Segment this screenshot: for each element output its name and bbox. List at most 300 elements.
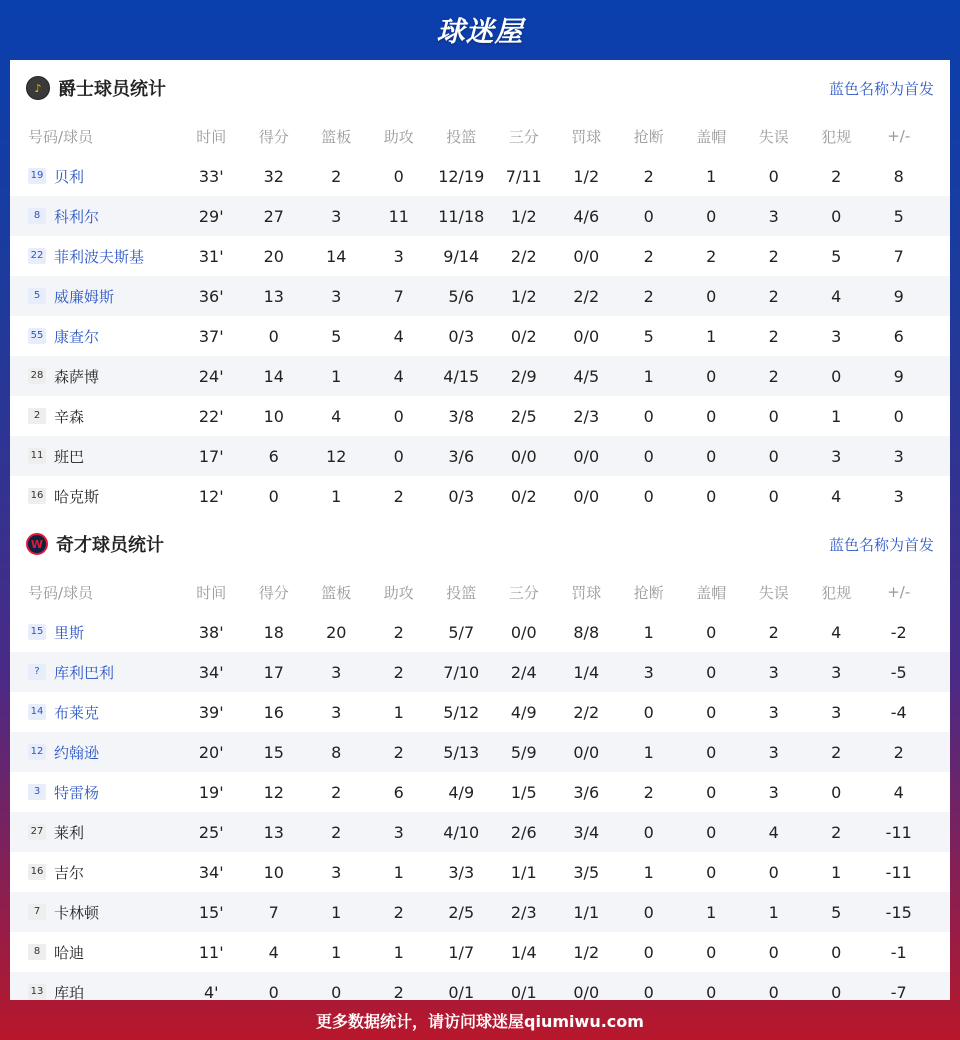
- player-row: [10, 692, 950, 732]
- stat-cell: 1: [393, 942, 404, 962]
- site-header: [0, 0, 960, 60]
- player-name-cell: [10, 782, 180, 803]
- stat-cell: 1: [393, 862, 404, 882]
- stat-cell: 2/5: [448, 902, 475, 922]
- stat-cell: 0: [706, 446, 717, 466]
- stat-cell: 1/2: [510, 286, 537, 306]
- player-name-cell: [10, 486, 180, 507]
- table-header-row: [10, 572, 950, 612]
- player-name[interactable]: 莱利: [54, 823, 85, 842]
- stat-cell: 3/6: [573, 782, 600, 802]
- stat-cell: 3: [768, 206, 779, 226]
- stat-cell: 0: [706, 782, 717, 802]
- stat-cell: 5: [831, 246, 842, 266]
- player-name[interactable]: 科利尔: [54, 207, 100, 226]
- player-row: [10, 732, 950, 772]
- stat-cell: 2: [893, 742, 904, 762]
- column-header: 篮板: [321, 127, 352, 146]
- stat-cell: 29': [198, 206, 224, 226]
- stat-cell: 3: [331, 206, 342, 226]
- stat-cell: 0/0: [573, 326, 600, 346]
- stat-cell: 3: [893, 446, 904, 466]
- player-name[interactable]: 威廉姆斯: [54, 287, 115, 306]
- stat-cell: 0: [831, 982, 842, 1000]
- jersey-number-badge: 13: [28, 984, 46, 1000]
- stat-cell: 1: [831, 862, 842, 882]
- player-row: [10, 612, 950, 652]
- player-row: [10, 436, 950, 476]
- stat-cell: 0/0: [510, 446, 537, 466]
- column-header: 失误: [758, 127, 789, 146]
- stat-cell: 34': [198, 862, 224, 882]
- stat-cell: 3: [768, 742, 779, 762]
- stat-cell: 38': [198, 622, 224, 642]
- stat-cell: 3/3: [448, 862, 475, 882]
- column-header: 得分: [258, 583, 289, 602]
- player-name-cell: [10, 862, 180, 883]
- stat-cell: 19': [198, 782, 224, 802]
- stat-cell: 0: [706, 286, 717, 306]
- stat-cell: 0/2: [510, 486, 537, 506]
- stat-cell: 8: [893, 166, 904, 186]
- stat-cell: 0: [268, 486, 279, 506]
- stat-cell: 0: [393, 166, 404, 186]
- stat-cell: 17': [198, 446, 224, 466]
- stat-cell: 4: [331, 406, 342, 426]
- stat-cell: 2: [768, 326, 779, 346]
- stat-cell: 3/6: [448, 446, 475, 466]
- player-row: [10, 156, 950, 196]
- column-header: 三分: [508, 583, 539, 602]
- stat-cell: 2: [768, 622, 779, 642]
- stat-cell: 0: [268, 982, 279, 1000]
- stat-cell: 14: [263, 366, 284, 386]
- player-name-cell: [10, 166, 180, 187]
- stat-cell: 4/9: [448, 782, 475, 802]
- player-name-cell: [10, 446, 180, 467]
- stat-cell: 1: [331, 486, 342, 506]
- stat-cell: 1: [331, 902, 342, 922]
- stat-cell: 22': [198, 406, 224, 426]
- stat-cell: 0: [706, 862, 717, 882]
- stat-cell: 1: [331, 942, 342, 962]
- column-header: 抢断: [633, 583, 664, 602]
- stat-cell: 0/0: [510, 622, 537, 642]
- stat-cell: 0: [643, 982, 654, 1000]
- player-row: [10, 236, 950, 276]
- stat-cell: 0/3: [448, 326, 475, 346]
- player-row: [10, 972, 950, 1000]
- stat-cell: 1: [643, 366, 654, 386]
- stat-cell: 2: [393, 742, 404, 762]
- player-name-cell: [10, 326, 180, 347]
- stat-cell: 31': [198, 246, 224, 266]
- column-header: 时间: [196, 127, 227, 146]
- player-name[interactable]: 里斯: [54, 623, 85, 642]
- stat-cell: 0: [768, 446, 779, 466]
- stat-cell: 3: [643, 662, 654, 682]
- player-name[interactable]: 贝利: [54, 167, 85, 186]
- stat-cell: 37': [198, 326, 224, 346]
- stat-cell: 4: [831, 622, 842, 642]
- player-row: [10, 652, 950, 692]
- player-name[interactable]: 森萨博: [54, 367, 100, 386]
- stat-cell: 3: [768, 662, 779, 682]
- stat-cell: -11: [885, 822, 912, 842]
- table-header-row: [10, 116, 950, 156]
- stat-cell: 2: [643, 286, 654, 306]
- stat-cell: 2/9: [510, 366, 537, 386]
- stat-cell: 1: [768, 902, 779, 922]
- column-header: 犯规: [821, 127, 852, 146]
- player-row: [10, 772, 950, 812]
- stat-cell: 2: [768, 286, 779, 306]
- stat-cell: 3: [331, 662, 342, 682]
- stat-cell: 7: [393, 286, 404, 306]
- player-name-cell: [10, 366, 180, 387]
- stat-cell: 2/5: [510, 406, 537, 426]
- jersey-number-badge: ?: [28, 664, 46, 680]
- stat-cell: 4/10: [443, 822, 480, 842]
- jersey-number-badge: 16: [28, 488, 46, 504]
- stat-cell: 1: [706, 326, 717, 346]
- stat-cell: 9: [893, 366, 904, 386]
- stat-cell: 12: [263, 782, 284, 802]
- jersey-number-badge: 11: [28, 448, 46, 464]
- stat-cell: 1/2: [573, 942, 600, 962]
- stat-cell: 5/6: [448, 286, 475, 306]
- stat-cell: 1/1: [573, 902, 600, 922]
- stat-cell: -11: [885, 862, 912, 882]
- player-name[interactable]: 班巴: [54, 447, 85, 466]
- stat-cell: 0: [706, 982, 717, 1000]
- player-name-cell: [10, 406, 180, 427]
- stat-cell: 18: [263, 622, 284, 642]
- stat-cell: 6: [393, 782, 404, 802]
- stat-cell: 10: [263, 406, 284, 426]
- stat-cell: 2: [393, 486, 404, 506]
- stat-cell: 0: [768, 862, 779, 882]
- stat-cell: 0: [768, 166, 779, 186]
- jersey-number-badge: 8: [28, 944, 46, 960]
- stat-cell: -4: [890, 702, 907, 722]
- stat-cell: 2: [393, 982, 404, 1000]
- player-name-cell: [10, 246, 180, 267]
- stat-cell: 25': [198, 822, 224, 842]
- stat-cell: 7/10: [443, 662, 480, 682]
- stat-cell: 24': [198, 366, 224, 386]
- stat-cell: 11: [388, 206, 409, 226]
- stat-cell: 36': [198, 286, 224, 306]
- stat-cell: 0: [706, 942, 717, 962]
- stat-cell: 0: [643, 486, 654, 506]
- stat-cell: 0/0: [573, 982, 600, 1000]
- stat-cell: 33': [198, 166, 224, 186]
- stat-cell: 0: [331, 982, 342, 1000]
- stat-cell: 4: [893, 782, 904, 802]
- column-header: 犯规: [821, 583, 852, 602]
- stat-cell: 0/3: [448, 486, 475, 506]
- stat-cell: 1: [393, 702, 404, 722]
- stat-cell: 8/8: [573, 622, 600, 642]
- stat-cell: 2/6: [510, 822, 537, 842]
- stat-cell: 1: [643, 622, 654, 642]
- site-logo[interactable]: 球迷屋: [436, 15, 524, 48]
- player-name[interactable]: 约翰逊: [54, 743, 100, 762]
- jersey-number-badge: 22: [28, 248, 46, 264]
- stat-cell: 4: [831, 486, 842, 506]
- player-row: [10, 476, 950, 516]
- stat-cell: 0: [706, 662, 717, 682]
- stat-cell: 12': [198, 486, 224, 506]
- player-row: [10, 892, 950, 932]
- jersey-number-badge: 3: [28, 784, 46, 800]
- player-name-cell: [10, 822, 180, 843]
- stat-cell: 3/4: [573, 822, 600, 842]
- player-name-cell: [10, 702, 180, 723]
- stat-cell: 0: [831, 206, 842, 226]
- player-name[interactable]: 吉尔: [54, 863, 85, 882]
- player-name-cell: [10, 622, 180, 643]
- column-header: 助攻: [383, 127, 414, 146]
- column-header: 三分: [508, 127, 539, 146]
- stat-cell: 5/13: [443, 742, 480, 762]
- jersey-number-badge: 5: [28, 288, 46, 304]
- column-header: 罚球: [571, 127, 602, 146]
- stat-cell: 0: [643, 406, 654, 426]
- jersey-number-badge: 15: [28, 624, 46, 640]
- stat-cell: 0: [706, 486, 717, 506]
- player-name-cell: [10, 982, 180, 1001]
- stat-cell: 3: [831, 326, 842, 346]
- player-row: [10, 196, 950, 236]
- stat-cell: 7: [893, 246, 904, 266]
- player-name[interactable]: 库珀: [54, 983, 85, 1000]
- player-name[interactable]: 特雷杨: [54, 783, 100, 802]
- stat-cell: 2: [393, 662, 404, 682]
- player-name[interactable]: 哈迪: [54, 943, 85, 962]
- stat-cell: 3: [831, 446, 842, 466]
- stat-cell: 2: [768, 366, 779, 386]
- stat-cell: 6: [268, 446, 279, 466]
- jersey-number-badge: 19: [28, 168, 46, 184]
- column-header: 号码/球员: [28, 583, 94, 602]
- starter-legend-note: 蓝色名称为首发: [828, 535, 934, 554]
- stat-cell: 17: [263, 662, 284, 682]
- stat-cell: 0: [831, 366, 842, 386]
- stat-cell: 20: [326, 622, 347, 642]
- player-name[interactable]: 辛森: [54, 407, 85, 426]
- stat-cell: 6: [893, 326, 904, 346]
- stat-cell: 3: [331, 862, 342, 882]
- player-name[interactable]: 康查尔: [54, 327, 100, 346]
- jersey-number-badge: 55: [28, 328, 46, 344]
- stat-cell: 4: [268, 942, 279, 962]
- column-header: 失误: [758, 583, 789, 602]
- stat-cell: 0: [768, 406, 779, 426]
- stat-cell: 0/0: [573, 446, 600, 466]
- stat-cell: 0: [393, 406, 404, 426]
- stat-cell: 1: [706, 166, 717, 186]
- stat-cell: 13: [263, 822, 284, 842]
- stat-cell: 0: [643, 206, 654, 226]
- stat-cell: 2/3: [510, 902, 537, 922]
- stat-cell: 0: [768, 982, 779, 1000]
- stat-cell: 2/2: [510, 246, 537, 266]
- stat-cell: 4: [393, 366, 404, 386]
- stat-cell: 0: [893, 406, 904, 426]
- stat-cell: 3: [831, 702, 842, 722]
- player-name[interactable]: 哈克斯: [54, 487, 100, 506]
- stat-cell: 0: [768, 942, 779, 962]
- column-header: 投篮: [446, 127, 477, 146]
- stat-cell: 3: [331, 702, 342, 722]
- stat-cell: 3: [393, 822, 404, 842]
- stat-cell: 1/4: [510, 942, 537, 962]
- jersey-number-badge: 14: [28, 704, 46, 720]
- team-stats-title: 奇才球员统计: [56, 535, 164, 556]
- section-title-bar: [10, 516, 950, 572]
- team-stats-title: 爵士球员统计: [58, 79, 166, 100]
- stat-cell: 12/19: [438, 166, 485, 186]
- team-section: [10, 516, 950, 1000]
- stat-cell: 0: [643, 702, 654, 722]
- stat-cell: 2/3: [573, 406, 600, 426]
- stat-cell: 1/2: [510, 206, 537, 226]
- stat-cell: 3/8: [448, 406, 475, 426]
- column-header: 时间: [196, 583, 227, 602]
- stat-cell: 7/11: [505, 166, 542, 186]
- stat-cell: 0: [768, 486, 779, 506]
- column-header: 助攻: [383, 583, 414, 602]
- column-header: 盖帽: [696, 127, 727, 146]
- stat-cell: 0/1: [510, 982, 537, 1000]
- starter-legend-note: 蓝色名称为首发: [828, 79, 934, 98]
- player-name-cell: [10, 206, 180, 227]
- stat-cell: 2: [831, 742, 842, 762]
- stat-cell: 5: [893, 206, 904, 226]
- stat-cell: 4': [203, 982, 219, 1000]
- stat-cell: 0: [643, 822, 654, 842]
- player-name-cell: [10, 286, 180, 307]
- player-row: [10, 852, 950, 892]
- stat-cell: 0/2: [510, 326, 537, 346]
- column-header: 篮板: [321, 583, 352, 602]
- stats-panel: [10, 60, 950, 1000]
- stat-cell: 2/2: [573, 286, 600, 306]
- stat-cell: 3: [768, 782, 779, 802]
- jersey-number-badge: 12: [28, 744, 46, 760]
- stat-cell: -15: [885, 902, 912, 922]
- jersey-number-badge: 7: [28, 904, 46, 920]
- stat-cell: 2: [643, 166, 654, 186]
- stat-cell: 11/18: [438, 206, 485, 226]
- stat-cell: 3: [393, 246, 404, 266]
- stat-cell: 2: [643, 782, 654, 802]
- stat-cell: 2: [331, 822, 342, 842]
- player-name[interactable]: 布莱克: [54, 703, 100, 722]
- stat-cell: 0/1: [448, 982, 475, 1000]
- stat-cell: 0: [393, 446, 404, 466]
- stat-cell: 16: [263, 702, 284, 722]
- stat-cell: 2: [831, 166, 842, 186]
- jersey-number-badge: 8: [28, 208, 46, 224]
- stat-cell: 3/5: [573, 862, 600, 882]
- stat-cell: -7: [890, 982, 907, 1000]
- stat-cell: -2: [890, 622, 907, 642]
- stat-cell: -1: [890, 942, 907, 962]
- stat-cell: 10: [263, 862, 284, 882]
- stat-cell: 27: [263, 206, 284, 226]
- stat-cell: 0/0: [573, 246, 600, 266]
- stat-cell: 5/12: [443, 702, 480, 722]
- stat-cell: 34': [198, 662, 224, 682]
- section-title-left: [26, 75, 166, 101]
- column-header: 抢断: [633, 127, 664, 146]
- stat-cell: 5/9: [510, 742, 537, 762]
- footer-banner[interactable]: 更多数据统计，请访问球迷屋qiumiwu.com: [316, 1011, 644, 1031]
- stat-cell: 0: [831, 942, 842, 962]
- stat-cell: 3: [893, 486, 904, 506]
- jersey-number-badge: 28: [28, 368, 46, 384]
- column-header: 号码/球员: [28, 127, 94, 146]
- stat-cell: 7: [268, 902, 279, 922]
- stat-cell: 0/0: [573, 486, 600, 506]
- stat-cell: 0/0: [573, 742, 600, 762]
- stat-cell: 1/7: [448, 942, 475, 962]
- stat-cell: 4/15: [443, 366, 480, 386]
- player-name[interactable]: 卡林顿: [54, 903, 100, 922]
- stat-cell: 20': [198, 742, 224, 762]
- stat-cell: 1: [643, 862, 654, 882]
- stat-cell: 20: [263, 246, 284, 266]
- stat-cell: 3: [768, 702, 779, 722]
- column-header: 罚球: [571, 583, 602, 602]
- stat-cell: 13: [263, 286, 284, 306]
- column-header: 盖帽: [696, 583, 727, 602]
- jersey-number-badge: 2: [28, 408, 46, 424]
- player-row: [10, 316, 950, 356]
- stat-cell: 0: [706, 622, 717, 642]
- stat-cell: 2: [331, 782, 342, 802]
- stat-cell: 4: [831, 286, 842, 306]
- jersey-number-badge: 16: [28, 864, 46, 880]
- player-name[interactable]: 库利巴利: [54, 663, 115, 682]
- player-row: [10, 356, 950, 396]
- team-section: [10, 60, 950, 516]
- stat-cell: 0: [643, 446, 654, 466]
- player-name-cell: [10, 662, 180, 683]
- jazz-logo-icon: ♪: [26, 76, 50, 100]
- player-row: [10, 396, 950, 436]
- player-name[interactable]: 菲利波夫斯基: [54, 247, 145, 266]
- stat-cell: 5: [331, 326, 342, 346]
- stat-cell: 14: [326, 246, 347, 266]
- column-header: +/-: [887, 127, 911, 145]
- stat-cell: 0: [706, 742, 717, 762]
- stat-cell: 1: [831, 406, 842, 426]
- stat-cell: 2/2: [573, 702, 600, 722]
- stat-cell: 3: [331, 286, 342, 306]
- stat-cell: 0: [268, 326, 279, 346]
- stat-cell: 5: [643, 326, 654, 346]
- stat-cell: 0: [831, 782, 842, 802]
- stat-cell: 2: [643, 246, 654, 266]
- column-header: 得分: [258, 127, 289, 146]
- player-name-cell: [10, 942, 180, 963]
- jersey-number-badge: 27: [28, 824, 46, 840]
- player-name-cell: [10, 902, 180, 923]
